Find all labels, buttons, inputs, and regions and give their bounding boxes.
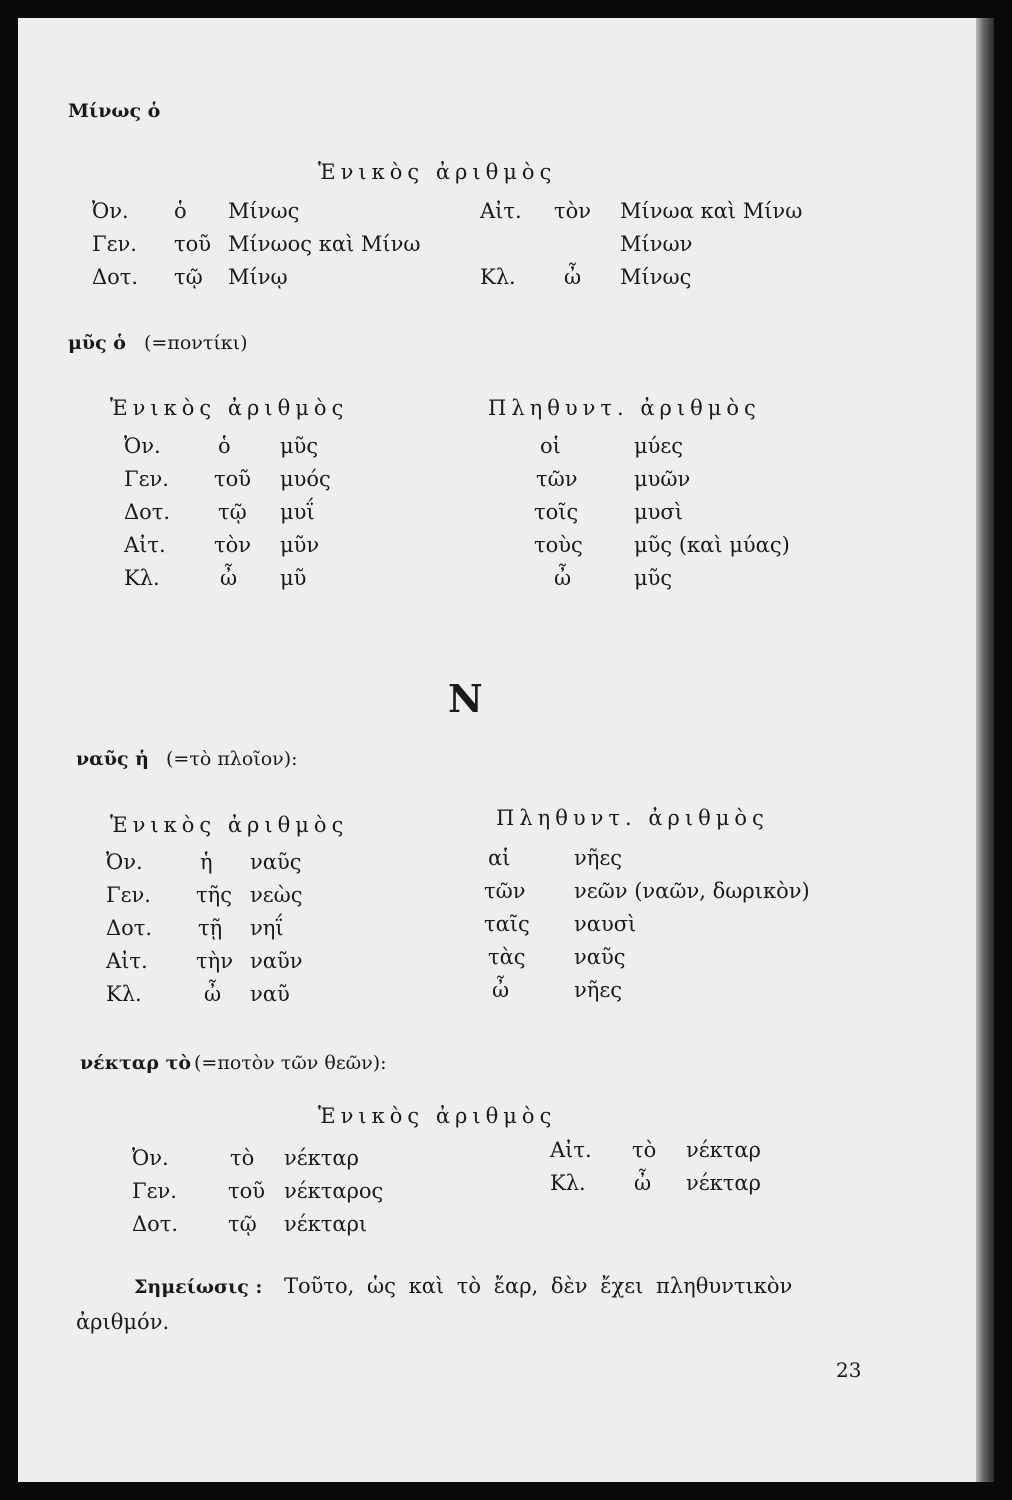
label-singular-minos: Ἑνικὸς ἀριθμὸς [318, 160, 557, 184]
form: Μίνως [228, 199, 300, 223]
article: ὁ [218, 434, 231, 458]
article: τὴν [196, 949, 233, 973]
form: μῦ [280, 566, 307, 590]
article: ὁ [174, 199, 187, 223]
case-label: Δοτ. [106, 916, 153, 940]
form: μῦς [280, 434, 319, 458]
article: ὦ [554, 566, 572, 590]
article: ὦ [492, 978, 510, 1002]
case-label: Δοτ. [92, 265, 139, 289]
article: τῶν [484, 879, 526, 903]
form: μῦν [280, 533, 320, 557]
label-plural-mys: Πληθυντ. ἀριθμὸς [488, 396, 761, 420]
gloss-nektar: (=ποτὸν τῶν θεῶν): [194, 1052, 387, 1074]
case-label: Ὀν. [92, 199, 129, 223]
form: νέκταρος [284, 1179, 384, 1203]
case-label: Δοτ. [124, 500, 171, 524]
gloss-naus: (=τὸ πλοῖον): [166, 748, 298, 770]
book-page [18, 18, 976, 1482]
form: μύες [634, 434, 684, 458]
article: τοῦ [214, 467, 252, 491]
label-singular-naus: Ἑνικὸς ἀριθμὸς [110, 813, 349, 837]
label-singular-mys: Ἑνικὸς ἀριθμὸς [110, 396, 349, 420]
page-number: 23 [836, 1358, 862, 1382]
form: νέκταρ [284, 1146, 359, 1170]
article: ἡ [200, 850, 213, 874]
article: ὦ [564, 265, 582, 289]
page-edge [976, 18, 994, 1482]
article: τοὺς [534, 533, 583, 557]
case-label: Κλ. [106, 982, 142, 1006]
article: ὦ [204, 982, 222, 1006]
headword-nektar: νέκταρ τὸ [80, 1052, 192, 1074]
form: μυός [280, 467, 331, 491]
form: νηΐ [250, 916, 284, 940]
form: νέκταρ [686, 1171, 761, 1195]
label-singular-nektar: Ἑνικὸς ἀριθμὸς [318, 1104, 557, 1128]
note-label: Σημείωσις : [134, 1276, 263, 1298]
form: Μίνῳ [228, 265, 288, 289]
case-label: Δοτ. [132, 1212, 179, 1236]
article: οἱ [540, 434, 561, 458]
form: νεῶν (ναῶν, δωρικὸν) [574, 879, 810, 903]
form: νῆες [574, 846, 622, 870]
form: νῆες [574, 978, 622, 1002]
label-plural-naus: Πληθυντ. ἀριθμὸς [496, 806, 769, 830]
article: τοῦ [174, 232, 212, 256]
form: ναῦ [250, 982, 290, 1006]
form: νέκταρ [686, 1138, 761, 1162]
article: τῷ [174, 265, 203, 289]
form: Μίνων [620, 232, 693, 256]
case-label: Ὀν. [106, 850, 143, 874]
article: τὸ [230, 1146, 255, 1170]
case-label: Αἰτ. [106, 949, 148, 973]
note-text: Τοῦτο, ὡς καὶ τὸ ἔαρ, δὲν ἔχει πληθυντικὸν [284, 1274, 793, 1298]
form: νέκταρι [284, 1212, 368, 1236]
case-label: Γεν. [92, 232, 137, 256]
article: τῷ [228, 1212, 257, 1236]
note-text-cont: ἀριθμόν. [76, 1310, 170, 1334]
case-label: Κλ. [480, 265, 516, 289]
form: ναῦν [250, 949, 303, 973]
form: Μίνωα καὶ Μίνω [620, 199, 803, 223]
article: τοῦ [228, 1179, 266, 1203]
article: τῶν [536, 467, 578, 491]
article: ὦ [634, 1171, 652, 1195]
headword-minos: Μίνως ὁ [68, 100, 161, 122]
form: Μίνως [620, 265, 692, 289]
section-letter: Ν [448, 676, 483, 721]
case-label: Αἰτ. [480, 199, 522, 223]
article: τοῖς [534, 500, 579, 524]
form: ναυσὶ [574, 912, 637, 936]
form: νεὼς [250, 883, 303, 907]
article: ταῖς [484, 912, 530, 936]
article: τὸ [632, 1138, 657, 1162]
case-label: Γεν. [132, 1179, 177, 1203]
form: ναῦς [250, 850, 302, 874]
case-label: Αἰτ. [550, 1138, 592, 1162]
form: μῦς [634, 566, 673, 590]
headword-mys: μῦς ὁ [68, 332, 126, 354]
form: μυῶν [634, 467, 691, 491]
form: μυσὶ [634, 500, 683, 524]
article: ὦ [220, 566, 238, 590]
headword-naus: ναῦς ἡ [76, 748, 149, 770]
article: τὸν [214, 533, 252, 557]
gloss-mys: (=ποντίκι) [144, 332, 248, 354]
case-label: Γεν. [124, 467, 169, 491]
article: τῷ [218, 500, 247, 524]
article: τὰς [488, 945, 526, 969]
article: τῇ [198, 916, 223, 940]
case-label: Κλ. [124, 566, 160, 590]
article: τὸν [554, 199, 592, 223]
case-label: Αἰτ. [124, 533, 166, 557]
case-label: Ὀν. [124, 434, 161, 458]
case-label: Κλ. [550, 1171, 586, 1195]
case-label: Γεν. [106, 883, 151, 907]
article: τῆς [196, 883, 232, 907]
form: ναῦς [574, 945, 626, 969]
form: Μίνωος καὶ Μίνω [228, 232, 421, 256]
case-label: Ὀν. [132, 1146, 169, 1170]
article: αἱ [488, 846, 511, 870]
form: μυΐ [280, 500, 315, 524]
form: μῦς (καὶ μύας) [634, 533, 790, 557]
